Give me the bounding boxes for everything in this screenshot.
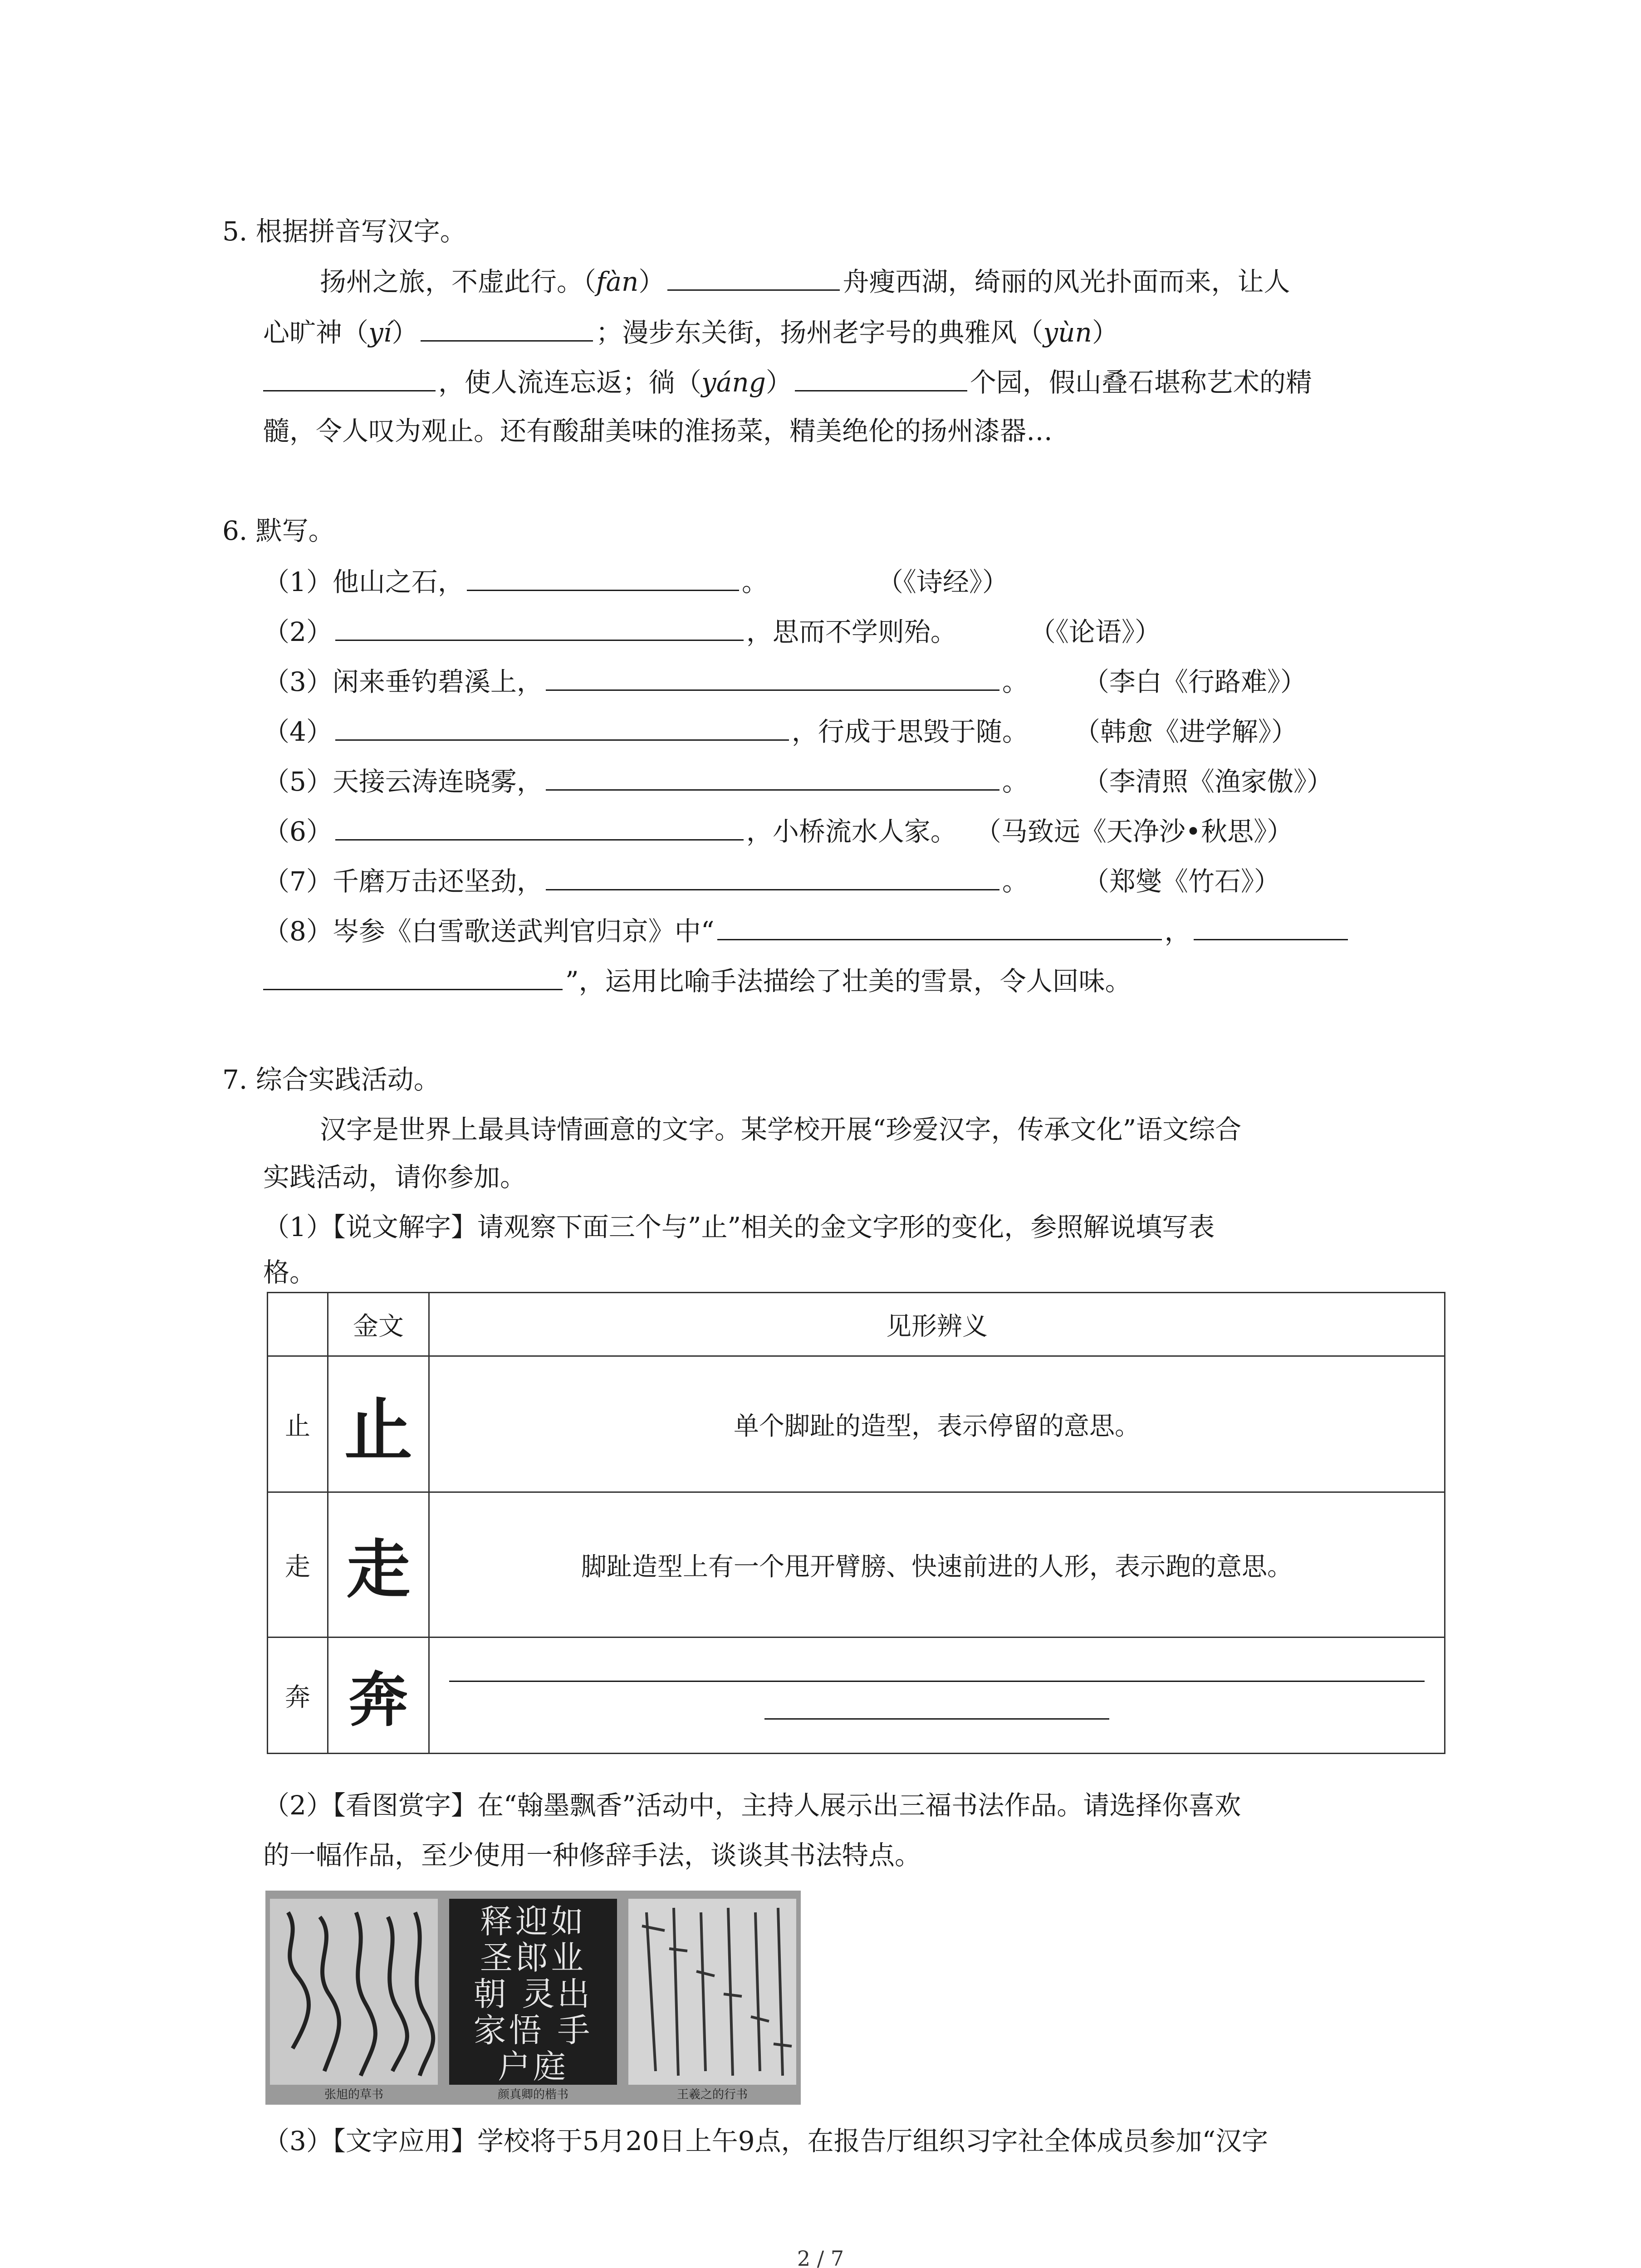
q7-part2-a: （2）【看图赏字】在“翰墨飘香”活动中，主持人展示出三福书法作品。请选择你喜欢 (263, 1790, 1241, 1821)
q6-item-1-end: 。 (741, 567, 768, 597)
cursive-strokes (270, 1899, 438, 2085)
table-header-row (268, 1293, 1445, 1356)
regular-script-panel (449, 1899, 617, 2085)
q7-part1-a: （1）【说文解字】请观察下面三个与”止”相关的金文字形的变化，参照解说填写表 (263, 1212, 1215, 1242)
q5-l2d: ） (1092, 317, 1118, 348)
q6-item-7-end: 。 (1002, 866, 1029, 897)
jinwen-ben-glyph: 奔 (348, 1666, 408, 1735)
q6-item-2 (263, 612, 1161, 650)
q6-item-7-source: （郑燮《竹石》） (1083, 866, 1280, 897)
cursive-panel (270, 1899, 438, 2085)
q6-item-5-text: （5）天接云涛连晓雾， (263, 766, 543, 797)
jinwen-zou (328, 1492, 429, 1637)
q6-item-4-source: （韩愈《进学解》） (1073, 716, 1298, 747)
q6-item-1-source: （《诗经》） (877, 567, 1009, 597)
q6-item-8-end: ”，运用比喻手法描绘了壮美的雪景，令人回味。 (565, 966, 1132, 997)
running-strokes (628, 1899, 796, 2085)
blank-fan[interactable] (667, 262, 840, 291)
q6-item-4-end: ，行成于思毁于随。 (791, 716, 1029, 747)
q6-item-3-source: （李白《行路难》） (1083, 666, 1307, 697)
q7-part2-b: 的一幅作品，至少使用一种修辞手法，谈谈其书法特点。 (263, 1840, 921, 1871)
row-char-ben: 奔 (268, 1637, 328, 1754)
q7-title: 7. 综合实践活动。 (222, 1064, 440, 1095)
table-row (268, 1492, 1445, 1637)
q6-item-6 (263, 812, 1293, 850)
caption-zhangxu: 张旭的草书 (324, 2088, 383, 2102)
q6-item-2-end: ，思而不学则殆。 (746, 616, 957, 647)
caption-wangxizhi: 王羲之的行书 (676, 2088, 748, 2102)
pinyin-yang: yáng (701, 367, 766, 398)
q6-item-2-text: （2） (263, 616, 333, 647)
pinyin-yun: yùn (1043, 317, 1092, 348)
q6-item-5 (263, 762, 1333, 800)
q5-l1a: 扬州之旅，不虚此行。（ (320, 266, 597, 297)
q6-blank-7[interactable] (546, 862, 999, 890)
q6-blank-1[interactable] (467, 562, 739, 591)
q7-part1-b: 格。 (263, 1257, 316, 1288)
q5-l2a: 心旷神（ (263, 317, 369, 348)
q5-l1b: ） (638, 266, 665, 297)
q5-line2 (263, 313, 1118, 351)
row-char-zou: 走 (268, 1492, 328, 1637)
table-row (268, 1356, 1445, 1492)
q6-item-7-text: （7）千磨万击还坚劲， (263, 866, 543, 897)
q5-l3b: ） (765, 367, 792, 398)
q6-item-4 (263, 712, 1298, 750)
q5-line3 (263, 363, 1312, 401)
q5-l3a: ，使人流连忘返；徜（ (438, 367, 702, 398)
answer-line-1[interactable] (449, 1672, 1425, 1682)
q6-blank-8c[interactable] (263, 962, 563, 990)
q6-item-7 (263, 862, 1280, 899)
jinwen-zou-glyph: 走 (346, 1533, 410, 1607)
q6-item-3-text: （3）闲来垂钓碧溪上， (263, 666, 543, 697)
q6-item-6-source: （马致远《天净沙•秋思》） (975, 816, 1293, 847)
q6-item-5-source: （李清照《渔家傲》） (1083, 766, 1333, 797)
shuowen-table (267, 1292, 1445, 1754)
q6-item-8-cont (263, 962, 1132, 999)
pinyin-fan: fàn (596, 266, 639, 297)
q6-blank-5[interactable] (546, 762, 999, 791)
q5-title: 5. 根据拼音写汉字。 (222, 216, 466, 247)
q5-l2b: ） (392, 317, 418, 348)
jinwen-zhi (328, 1356, 429, 1492)
q6-item-5-end: 。 (1002, 766, 1029, 797)
jinwen-zhi-glyph: 止 (344, 1391, 412, 1470)
q6-blank-8a[interactable] (717, 912, 1162, 940)
pinyin-yi: yí (368, 317, 392, 348)
q6-item-4-text: （4） (263, 716, 333, 747)
q7-intro-1: 汉字是世界上最具诗情画意的文字。某学校开展“珍爱汉字，传承文化”语文综合 (320, 1114, 1242, 1145)
page-number: 2 / 7 (797, 2246, 844, 2268)
running-script-panel (628, 1899, 796, 2085)
calligraphy-image (265, 1891, 801, 2105)
q6-item-3-end: 。 (1002, 666, 1029, 697)
q6-title: 6. 默写。 (222, 515, 335, 546)
q6-item-8-text: （8）岑参《白雪歌送武判官归京》中“ (263, 916, 715, 947)
q6-item-1-text: （1）他山之石， (263, 567, 464, 597)
q6-blank-2[interactable] (335, 612, 744, 641)
q6-blank-4[interactable] (335, 712, 789, 741)
q5-line4: 髓，令人叹为观止。还有酸甜美味的淮扬菜，精美绝伦的扬州漆器… (263, 415, 1053, 446)
q6-item-3 (263, 662, 1307, 700)
meaning-zou: 脚趾造型上有一个甩开臂膀、快速前进的人形，表示跑的意思。 (429, 1492, 1445, 1637)
q6-item-8-comma: ， (1164, 916, 1191, 947)
q7-intro-2: 实践活动，请你参加。 (263, 1162, 527, 1193)
meaning-zhi: 单个脚趾的造型，表示停留的意思。 (429, 1356, 1445, 1492)
q5-line1 (320, 262, 1290, 300)
regular-script-text: 释迎如 圣郎业朝 灵出家悟 手户庭 (473, 1902, 593, 2086)
jinwen-ben (328, 1637, 429, 1754)
blank-yun[interactable] (263, 363, 436, 391)
row-char-zhi: 止 (268, 1356, 328, 1492)
table-row (268, 1637, 1445, 1754)
answer-line-2[interactable] (764, 1709, 1109, 1720)
q5-l1c: 舟瘦西湖，绮丽的风光扑面而来，让人 (843, 266, 1290, 297)
header-jinwen: 金文 (328, 1293, 429, 1356)
blank-yi[interactable] (421, 313, 593, 342)
header-empty (268, 1293, 328, 1356)
q6-item-8 (263, 912, 1351, 949)
q6-item-6-end: ，小桥流水人家。 (746, 816, 957, 847)
caption-yanzhenqing: 颜真卿的楷书 (497, 2088, 568, 2102)
q5-l3c: 个园，假山叠石堪称艺术的精 (970, 367, 1312, 398)
q5-l2c: ；漫步东关街，扬州老字号的典雅风（ (596, 317, 1043, 348)
blank-yang[interactable] (795, 363, 967, 391)
q6-blank-3[interactable] (546, 662, 999, 691)
q6-item-2-source: （《论语》） (1029, 616, 1161, 647)
q6-item-1 (263, 562, 1009, 600)
meaning-ben-answer[interactable] (429, 1637, 1445, 1754)
q6-blank-6[interactable] (335, 812, 744, 841)
q7-part3-a: （3）【文字应用】学校将于5月20日上午9点，在报告厅组织习字社全体成员参加“汉字 (263, 2126, 1269, 2156)
q6-blank-8b[interactable] (1194, 912, 1348, 940)
header-meaning: 见形辨义 (429, 1293, 1445, 1356)
q6-item-6-text: （6） (263, 816, 333, 847)
